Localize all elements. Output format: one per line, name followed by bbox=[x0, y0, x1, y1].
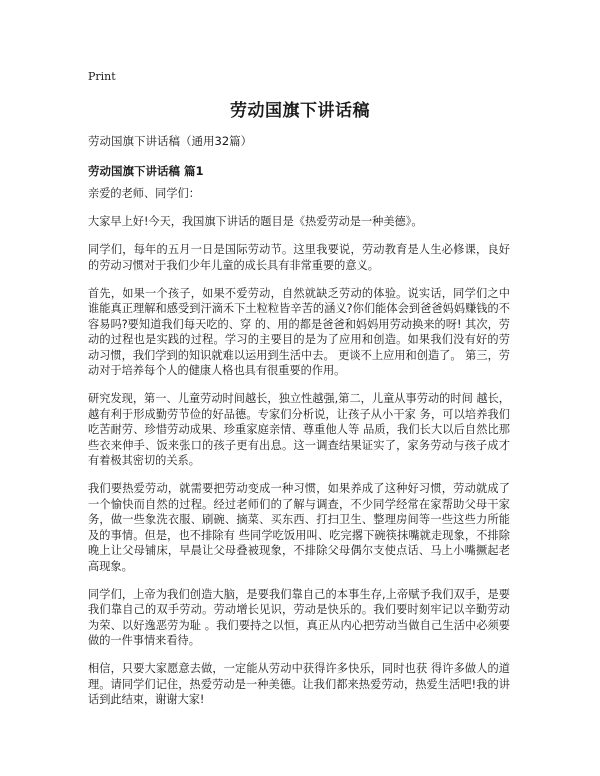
paragraph-closing: 相信，只要大家愿意去做，一定能从劳动中获得许多快乐，同时也获 得许多做人的道理。请同学们记住，热爱劳动是一种美德。让我们都来热爱劳动，热爱生活吧!我的讲话到此结束，谢谢大家! bbox=[88, 662, 510, 706]
paragraph: 研究发现，第一、儿童劳动时间越长，独立性越强,第二，儿童从事劳动的时间 越长，越有利于形成勤劳节俭的好品德。专家们分析说，让孩子从小干家 务，可以培养我们吃苦耐劳、珍惜劳动成果、珍重家庭亲情、尊重他人等 品质，我们长大以后自然比那些衣来伸手、饭来张口的孩子更有出息。这一调查结果证实了，家务劳动与孩子成才有着极其密切的关系。 bbox=[88, 392, 510, 467]
paragraph: 首先，如果一个孩子，如果不爱劳动，自然就缺乏劳动的体验。说实话，同学们之中谁能真正理解和感受到汗滴禾下土粒粒皆辛苦的涵义?你们能体会到爸爸妈妈赚钱的不容易吗?要知道我们每天吃的、穿 的、用的都是爸爸和妈妈用劳动换来的呀! 其次，劳动的过程也是实践的过程。学习的主要目的是为了应用和创造。如果我们没有好的劳动习惯，我们学到的知识就难以运用到生活中去。 更谈不上应用和创造了。 第三，劳动对于培养每个人的健康人格也具有很重要的作用。 bbox=[88, 286, 510, 377]
paragraph: 同学们，每年的五月一日是国际劳动节。这里我要说，劳动教育是人生必修课，良好的劳动习惯对于我们少年儿童的成长具有非常重要的意义。 bbox=[88, 243, 510, 272]
document-subtitle: 劳动国旗下讲话稿（通用32篇） bbox=[88, 134, 253, 148]
section-heading: 劳动国旗下讲话稿 篇1 bbox=[88, 164, 204, 178]
paragraph-greeting: 亲爱的老师、同学们： bbox=[88, 187, 200, 200]
paragraph: 大家早上好!今天，我国旗下讲话的题目是《热爱劳动是一种美德》。 bbox=[88, 215, 423, 228]
paragraph: 我们要热爱劳动，就需要把劳动变成一种习惯，如果养成了这种好习惯，劳动就成了一个愉快而自然的过程。经过老师们的了解与调查，不少同学经常在家帮助父母干家务，做一些象洗衣服、刷碗、摘菜、买东西、打扫卫生、整理房间等一些这些力所能及的事情。但是，也不排除有 些同学吃饭用叫、吃完撂下碗筷抹嘴就走现象，不排除晚上让父母铺床，早晨让父母叠被现象，不排除父母偶尔支使点话、马上小嘴撅起老高现象。 bbox=[88, 482, 510, 573]
print-label[interactable]: Print bbox=[88, 70, 116, 83]
document-body bbox=[88, 186, 510, 720]
document-title: 劳动国旗下讲话稿 bbox=[230, 101, 370, 121]
paragraph: 同学们，上帝为我们创造大脑，是要我们靠自己的本事生存,上帝赋予我们双手，是要我们靠自己的双手劳动。劳动增长见识，劳动是快乐的。我们要时刻牢记以辛勤劳动为荣、以好逸恶劳为耻 。我们要持之以恒，真正从内心把劳动当做自己生活中必须要做的一件事情来看待。 bbox=[88, 587, 510, 647]
